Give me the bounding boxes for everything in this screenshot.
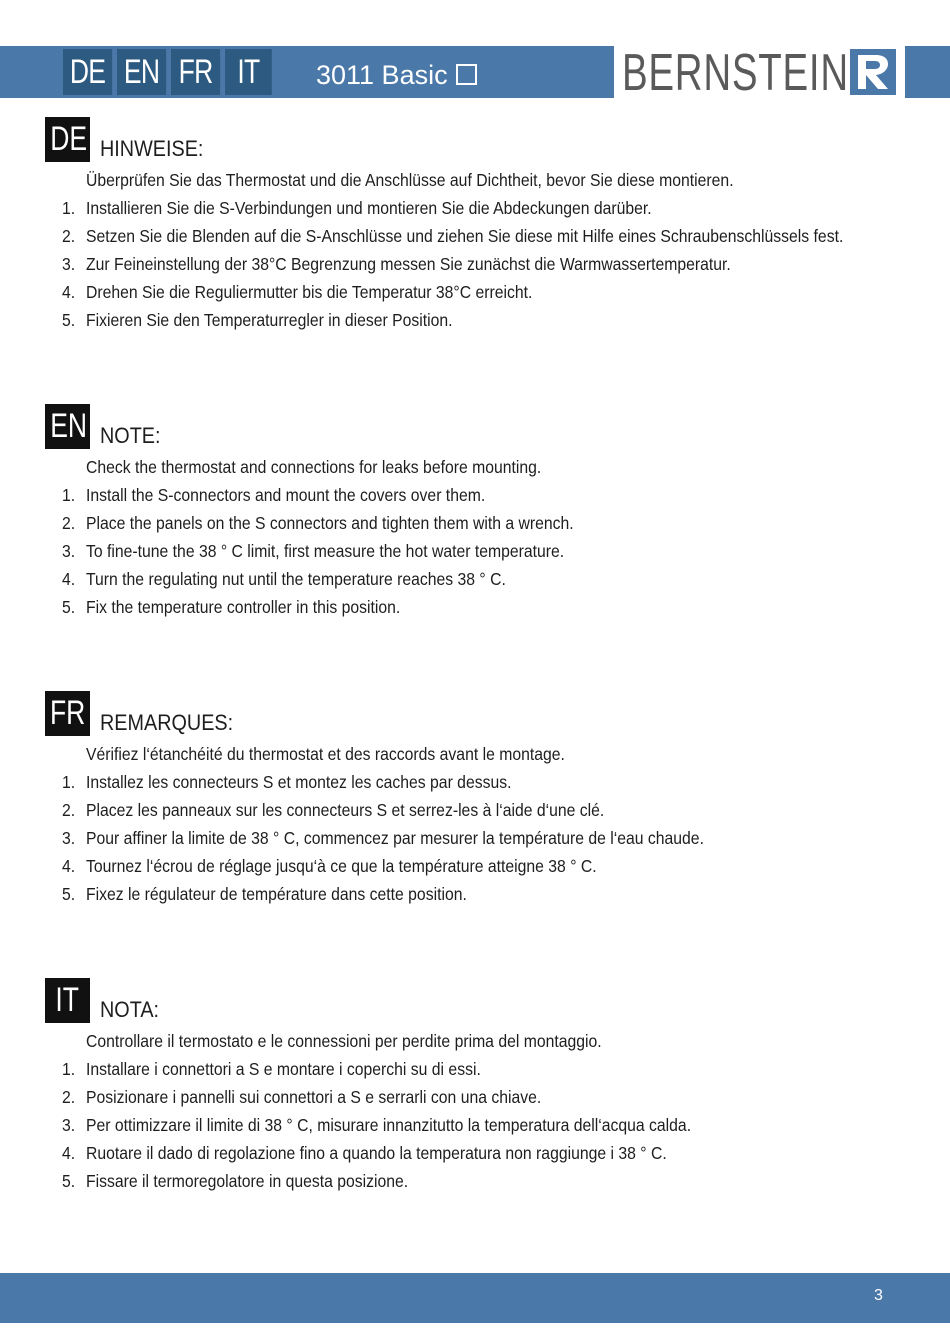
- step-text: To fine-tune the 38 ° C limit, first measure the hot water temperature.: [86, 541, 565, 561]
- checkbox-square-icon: [456, 64, 477, 85]
- step-text: Zur Feineinstellung der 38°C Begrenzung messen Sie zunächst die Warmwassertemperatur.: [86, 254, 731, 274]
- step-text: Tournez l‘écrou de réglage jusqu‘à ce que la température atteigne 38 ° C.: [86, 856, 597, 876]
- section-intro-en: Check the thermostat and connections for leaks before mounting.: [86, 457, 542, 477]
- section-badge-en: EN: [45, 404, 90, 449]
- step-text: Installieren Sie die S-Verbindungen und montieren Sie die Abdeckungen darüber.: [86, 198, 652, 218]
- step-number: 2.: [62, 800, 76, 820]
- step-text: Fissare il termoregolatore in questa posizione.: [86, 1171, 409, 1191]
- language-tab-fr[interactable]: FR: [171, 49, 220, 95]
- product-title: [316, 58, 477, 92]
- step-text: Ruotare il dado di regolazione fino a quando la temperatura non raggiunge i 38 ° C.: [86, 1143, 667, 1163]
- section-heading-it: NOTA:: [100, 997, 160, 1022]
- section-badge-fr: FR: [45, 691, 90, 736]
- step-number: 1.: [62, 198, 76, 218]
- step-text: Setzen Sie die Blenden auf die S-Anschlüsse und ziehen Sie diese mit Hilfe eines Schraubenschlüssels fest.: [86, 226, 844, 246]
- step-text: Drehen Sie die Reguliermutter bis die Temperatur 38°C erreicht.: [86, 282, 533, 302]
- step-number: 2.: [62, 226, 76, 246]
- step-number: 3.: [62, 828, 76, 848]
- step-number: 3.: [62, 254, 76, 274]
- section-intro-de: Überprüfen Sie das Thermostat und die Anschlüsse auf Dichtheit, bevor Sie diese montieren.: [86, 170, 734, 190]
- section-heading-fr: REMARQUES:: [100, 710, 234, 735]
- step-number: 2.: [62, 1087, 76, 1107]
- section-badge-de: DE: [45, 117, 90, 162]
- step-text: Posizionare i pannelli sui connettori a S e serrarli con una chiave.: [86, 1087, 542, 1107]
- section-heading-de: HINWEISE:: [100, 136, 204, 161]
- step-number: 3.: [62, 1115, 76, 1135]
- step-text: Install the S-connectors and mount the covers over them.: [86, 485, 486, 505]
- step-text: Installare i connettori a S e montare i coperchi su di essi.: [86, 1059, 481, 1079]
- step-number: 5.: [62, 884, 76, 904]
- step-text: Fixieren Sie den Temperaturregler in dieser Position.: [86, 310, 453, 330]
- step-number: 1.: [62, 772, 76, 792]
- step-text: Fixez le régulateur de température dans cette position.: [86, 884, 467, 904]
- step-number: 4.: [62, 569, 76, 589]
- language-tab-de[interactable]: DE: [63, 49, 112, 95]
- brand-logo: [614, 44, 905, 102]
- step-text: Per ottimizzare il limite di 38 ° C, misurare innanzitutto la temperatura dell‘acqua calda.: [86, 1115, 692, 1135]
- step-text: Installez les connecteurs S et montez les caches par dessus.: [86, 772, 512, 792]
- step-text: Fix the temperature controller in this position.: [86, 597, 401, 617]
- section-intro-fr: Vérifiez l‘étanchéité du thermostat et des raccords avant le montage.: [86, 744, 565, 764]
- language-tab-en[interactable]: EN: [117, 49, 166, 95]
- footer-band: [0, 1273, 950, 1323]
- step-number: 1.: [62, 1059, 76, 1079]
- step-text: Placez les panneaux sur les connecteurs S et serrez-les à l‘aide d‘une clé.: [86, 800, 605, 820]
- step-number: 4.: [62, 1143, 76, 1163]
- step-number: 1.: [62, 485, 76, 505]
- brand-b-mark-icon: [850, 49, 896, 95]
- step-number: 5.: [62, 597, 76, 617]
- step-text: Turn the regulating nut until the temperature reaches 38 ° C.: [86, 569, 506, 589]
- section-intro-it: Controllare il termostato e le connessioni per perdite prima del montaggio.: [86, 1031, 602, 1051]
- section-badge-it: IT: [45, 978, 90, 1023]
- product-title-text: 3011 Basic: [316, 60, 448, 90]
- section-heading-en: NOTE:: [100, 423, 161, 448]
- step-number: 4.: [62, 856, 76, 876]
- step-number: 3.: [62, 541, 76, 561]
- step-number: 4.: [62, 282, 76, 302]
- brand-name: BERNSTEIN: [622, 44, 849, 102]
- language-tab-it[interactable]: IT: [225, 49, 272, 95]
- step-text: Place the panels on the S connectors and tighten them with a wrench.: [86, 513, 574, 533]
- step-number: 5.: [62, 310, 76, 330]
- step-number: 5.: [62, 1171, 76, 1191]
- step-number: 2.: [62, 513, 76, 533]
- step-text: Pour affiner la limite de 38 ° C, commencez par mesurer la température de l‘eau chaude.: [86, 828, 704, 848]
- page-number: 3: [874, 1287, 883, 1304]
